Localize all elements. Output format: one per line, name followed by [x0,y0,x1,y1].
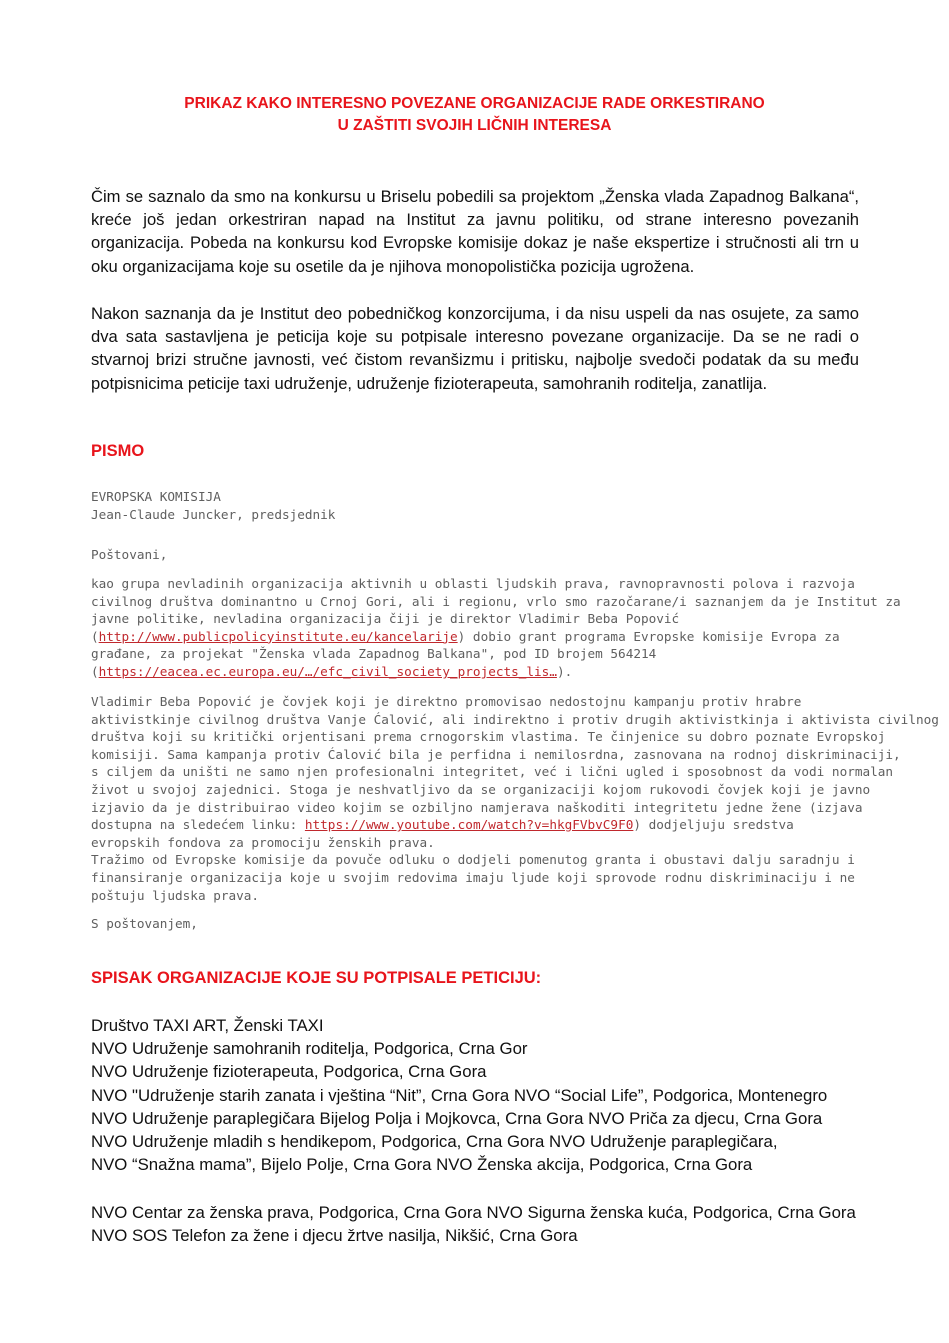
letter-line: Vladimir Beba Popović je čovjek koji je direktno promovisao nedostojnu kampanju protiv hrabre [91,694,802,709]
letter-line: građane, za projekat "Ženska vlada Zapadnog Balkana", pod ID brojem 564214 [91,646,657,662]
letter-line: s ciljem da uništi ne samo njen profesionalni integritet, već i lični ugled i sposobnost da vodi normalan [91,764,894,780]
closing-text: S poštovanjem, [91,916,198,931]
letter-closing [91,915,861,933]
eacea-link[interactable]: https://eacea.ec.europa.eu/…/efc_civil_society_projects_lis… [98,663,557,679]
list-item: NVO “Snažna mama”, Bijelo Polje, Crna Gora NVO Ženska akcija, Podgorica, Crna Gora [91,1155,753,1175]
letter-recipient [91,488,861,523]
letter-line [91,816,861,834]
list-item: NVO Udruženje fizioterapeuta, Podgorica, Crna Gora [91,1062,487,1082]
letter-line: aktivistkinje civilnog društva Vanje Ćalović, ali indirektno i protiv drugih aktivistkinja i aktivista civilnog [91,711,939,727]
paren-open: ( [91,663,99,679]
list-item: NVO Udruženje paraplegičara Bijelog Polja i Mojkovca, Crna Gora NVO Priča za djecu, Crna Gora [91,1108,823,1128]
letter-line [91,663,861,681]
letter-line: javne politike, nevladina organizacija čiji je direktor Vladimir Beba Popović [91,611,680,627]
signatories-list-1 [91,1014,891,1176]
list-item: NVO SOS Telefon za žene i djecu žrtve nasilja, Nikšić, Crna Gora [91,1226,578,1246]
recipient-name: Jean-Claude Juncker, predsjednik [91,506,336,522]
document-title [90,93,859,137]
letter-line: izjavio da je distribuirao video kojim se ozbiljno namjerava naškoditi integritetu jedne žene (izjava [91,799,863,815]
title-line-1: PRIKAZ KAKO INTERESNO POVEZANE ORGANIZACIJE RADE ORKESTIRANO [184,95,765,112]
letter-line-tail: ) dodjeljuju sredstva [633,817,794,833]
list-item: NVO Udruženje mladih s hendikepom, Podgorica, Crna Gora NVO Udruženje paraplegičara, [91,1132,778,1152]
letter-heading: PISMO [91,442,145,460]
title-line-2: U ZAŠTITI SVOJIH LIČNIH INTERESA [337,117,612,134]
letter-greeting [91,546,861,564]
recipient-organization: EVROPSKA KOMISIJA [91,489,221,504]
letter-line: društva koji su kritički orjentisani prema crnogorskim vlastima. Te činjenice su dobro poznate Evropskoj [91,729,886,745]
intro-paragraph-1: Čim se saznalo da smo na konkursu u Briselu pobedili sa projektom „Ženska vlada Zapadnog Balkana“, kreće još jedan orkestriran napad na Institut za javnu politiku, od strane interesno povezanih organizacija. Pobeda na konkursu kod Evropske komisije dokaz je naše ekspertize i stručnosti ali trn u oku organizacijama koje su osetile da je njihova monopolistička pozicija ugrožena. [91,187,859,276]
signatories-heading: SPISAK ORGANIZACIJE KOJE SU POTPISALE PETICIJU: [91,969,542,987]
letter-line: život u svojoj zajednici. Stoga je neshvatljivo da se organizaciji kojom rukovodi čovjek koji je javno [91,781,871,797]
letter-line: kao grupa nevladinih organizacija aktivnih u oblasti ljudskih prava, ravnopravnosti polova i razvoja [91,576,855,591]
letter-paragraph-1 [91,575,901,681]
institute-link[interactable]: http://www.publicpolicyinstitute.eu/kancelarije [98,628,458,644]
list-item: NVO Udruženje samohranih roditelja, Podgorica, Crna Gor [91,1039,528,1059]
greeting-text: Poštovani, [91,547,168,562]
signatories-list-2 [91,1201,891,1247]
letter-line: komisiji. Sama kampanja protiv Ćalović bila je perfidna i nemilosrdna, zasnovana na rodnoj diskriminaciji, [91,746,901,762]
letter-line-head: dostupna na sledećem linku: [91,817,305,833]
letter-line-tail: ) dobio grant programa Evropske komisije Evropa za [457,628,840,644]
intro-paragraph-2: Nakon saznanja da je Institut deo pobedničkog konzorcijuma, i da nisu uspeli da nas osujete, za samo dva sata sastavljena je peticija koje su potpisale interesno povezane organizacije. Da se ne radi o stvarnoj brizi stručne javnosti, već čistom revanšizmu i pritisku, najbolje svedoči podatak da su među potpisnicima peticije taxi udruženje, udruženje fizioterapeuta, samohranih roditelja, zanatlija. [91,304,859,393]
letter-line: civilnog društva dominantno u Crnoj Gori, ali i regionu, vrlo smo razočarane/i saznanjem da je Institut za [91,593,901,609]
youtube-link[interactable]: https://www.youtube.com/watch?v=hkgFVbvC9F0 [304,817,634,833]
letter-line: finansiranje organizacija koje u svojim redovima imaju ljude koji sprovode rodnu diskriminaciju i ne [91,869,855,885]
letter-line [91,628,861,646]
letter-line-tail: ). [556,663,573,679]
letter-line: Tražimo od Evropske komisije da povuče odluku o dodjeli pomenutog granta i obustavi dalju saradnju i [91,852,855,868]
letter-paragraph-2 [91,693,939,904]
letter-line: evropskih fondova za promociju ženskih prava. [91,834,435,850]
paren-open: ( [91,628,99,644]
list-item: NVO Centar za ženska prava, Podgorica, Crna Gora NVO Sigurna ženska kuća, Podgorica, Crna Gora [91,1203,856,1222]
list-item: NVO "Udruženje starih zanata i vještina “Nit”, Crna Gora NVO “Social Life”, Podgorica, Montenegro [91,1085,828,1105]
list-item: Društvo TAXI ART, Ženski TAXI [91,1016,324,1035]
letter-line: poštuju ljudska prava. [91,887,260,903]
